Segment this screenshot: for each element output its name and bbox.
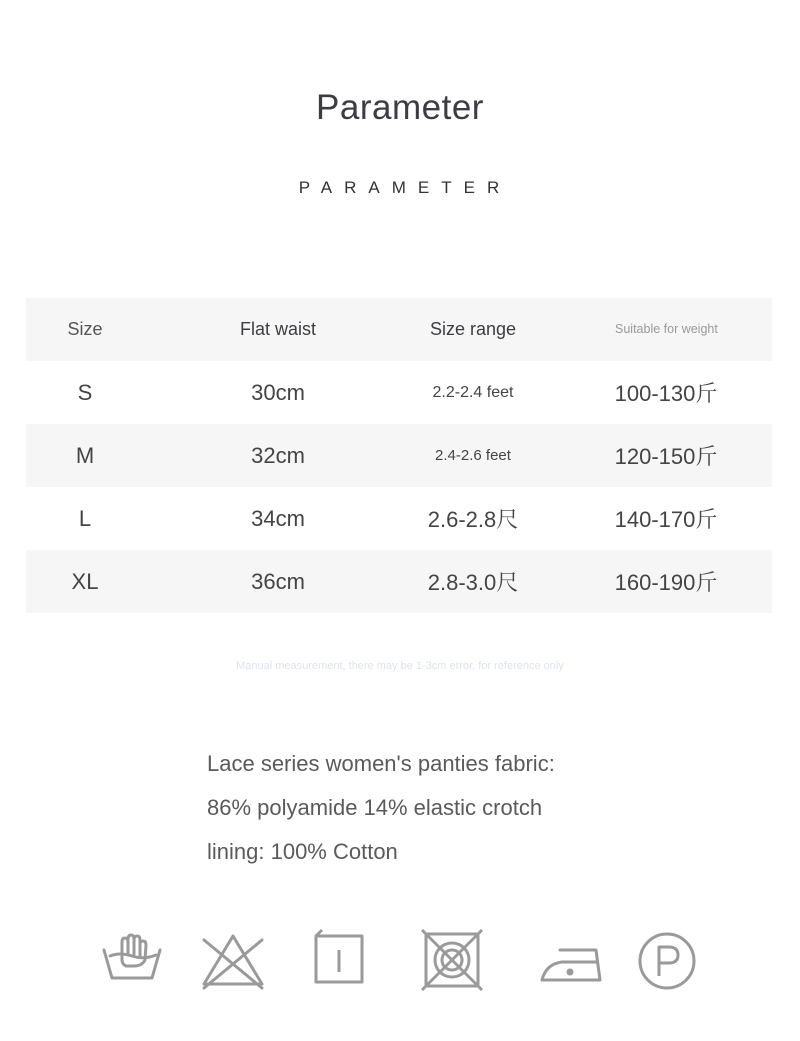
cell-weight: 100-130斤: [614, 381, 718, 406]
do-not-tumble-dry-icon: [420, 928, 486, 994]
table-header-row: [26, 298, 772, 361]
cell-weight: 140-170斤: [614, 507, 718, 532]
cell-size-range: 2.8-3.0尺: [427, 570, 519, 595]
measurement-note: Manual measurement, there may be 1-3cm error, for reference only: [236, 660, 564, 672]
cell-size-range: 2.4-2.6 feet: [435, 447, 511, 464]
header-flat-waist: Flat waist: [239, 319, 317, 339]
line-dry-icon: [308, 928, 374, 994]
cell-weight: 160-190斤: [614, 570, 718, 595]
cell-size: XL: [71, 568, 99, 594]
header-size-range: Size range: [429, 319, 517, 339]
table-row: [26, 487, 772, 550]
cell-size-range: 2.2-2.4 feet: [432, 383, 514, 401]
cell-flat-waist: 36cm: [251, 568, 305, 594]
do-not-bleach-icon: [200, 928, 266, 994]
cell-size-range: 2.6-2.8尺: [427, 507, 519, 532]
header-size: Size: [67, 319, 103, 339]
table-row: [26, 550, 772, 613]
table-row: [26, 361, 772, 424]
cell-size: M: [75, 442, 95, 468]
fabric-line-2: 86% polyamide 14% elastic crotch: [207, 795, 543, 820]
header-weight: Suitable for weight: [615, 322, 718, 336]
table-row: [26, 424, 772, 487]
cell-size: S: [77, 379, 93, 405]
fabric-line-3: lining: 100% Cotton: [207, 839, 398, 864]
cell-flat-waist: 34cm: [251, 505, 305, 531]
cell-weight: 120-150斤: [614, 444, 718, 469]
iron-low-icon: [538, 928, 604, 994]
fabric-line-1: Lace series women's panties fabric:: [207, 751, 555, 776]
dry-clean-p-icon: [636, 928, 702, 994]
cell-size: L: [78, 505, 92, 531]
page-subtitle: PARAMETER: [298, 178, 512, 197]
care-icons: [0, 928, 800, 998]
hand-wash-icon: [100, 928, 166, 994]
page-title: Parameter: [316, 88, 484, 127]
fabric-description: [207, 742, 627, 874]
cell-flat-waist: 30cm: [251, 379, 305, 405]
cell-flat-waist: 32cm: [251, 442, 305, 468]
size-table: [26, 298, 772, 613]
